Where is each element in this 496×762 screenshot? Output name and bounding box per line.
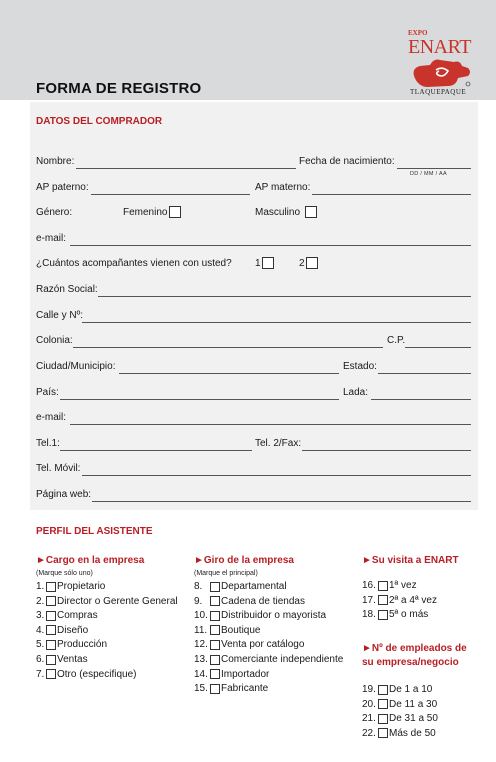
giro-option-label: Boutique <box>221 624 261 636</box>
cargo-option-number: 2. <box>36 595 45 607</box>
giro-option-label: Cadena de tiendas <box>221 595 305 607</box>
empleados-option[interactable] <box>362 728 436 739</box>
empleados-option-label: De 11 a 30 <box>389 698 438 710</box>
giro-option-checkbox[interactable] <box>210 625 220 635</box>
web-label: Página web: <box>36 489 92 500</box>
cargo-option-number: 7. <box>36 668 45 680</box>
empleados-option-checkbox[interactable] <box>378 728 388 738</box>
ciudad-label: Ciudad/Municipio: <box>36 361 116 372</box>
empleados-option-label: Más de 50 <box>389 727 436 739</box>
giro-option-checkbox[interactable] <box>210 582 220 592</box>
email-field[interactable] <box>70 245 471 246</box>
tel1-field[interactable] <box>60 450 252 451</box>
cargo-option[interactable] <box>36 639 107 650</box>
email-2-field[interactable] <box>70 424 471 425</box>
logo-city-text: TLAQUEPAQUE <box>410 88 467 96</box>
giro-option[interactable] <box>194 625 260 636</box>
empleados-option-number: 21. <box>362 713 376 725</box>
colonia-field[interactable] <box>73 347 383 348</box>
visita-option-checkbox[interactable] <box>378 581 388 591</box>
giro-option-label: Distribuidor o mayorista <box>221 610 327 622</box>
giro-option-number: 11. <box>194 624 208 636</box>
cargo-option-label: Director o Gerente General <box>57 595 178 607</box>
acompanantes-option-2-checkbox[interactable] <box>306 257 318 269</box>
fecha-format-hint: DD / MM / AA <box>410 171 447 177</box>
movil-label: Tel. Móvil: <box>36 463 81 474</box>
giro-option[interactable] <box>194 596 305 607</box>
buyer-section-title: DATOS DEL COMPRADOR <box>36 116 163 127</box>
empleados-option-number: 20. <box>362 698 376 710</box>
giro-option-number: 14. <box>194 668 208 680</box>
visita-option-checkbox[interactable] <box>378 610 388 620</box>
acompanantes-option-1-checkbox[interactable] <box>262 257 274 269</box>
giro-note: (Marque el principal) <box>194 570 258 577</box>
empleados-title-line-1: ►Nº de empleados de <box>362 643 467 654</box>
cargo-option[interactable] <box>36 654 88 665</box>
ap-materno-field[interactable] <box>312 194 471 195</box>
genero-label: Género: <box>36 207 73 218</box>
ciudad-field[interactable] <box>119 373 339 374</box>
empleados-option-checkbox[interactable] <box>378 685 388 695</box>
giro-option-checkbox[interactable] <box>210 669 220 679</box>
web-field[interactable] <box>92 501 471 502</box>
estado-label: Estado: <box>343 361 377 372</box>
logo-expo-text: EXPO <box>408 29 428 37</box>
visita-title: ►Su visita a ENART <box>362 555 459 566</box>
profile-section-title: PERFIL DEL ASISTENTE <box>36 526 153 537</box>
empleados-option-checkbox[interactable] <box>378 714 388 724</box>
cargo-option[interactable] <box>36 581 105 592</box>
femenino-checkbox[interactable] <box>169 206 181 218</box>
cargo-option-label: Otro (especifique) <box>57 668 137 680</box>
acompanantes-option-1-label: 1 <box>255 258 261 269</box>
giro-option-number: 13. <box>194 654 208 665</box>
pais-label: País: <box>36 387 59 398</box>
razon-social-field[interactable] <box>98 296 471 297</box>
calle-label: Calle y Nº: <box>36 310 83 321</box>
cargo-option-number: 6. <box>36 654 45 665</box>
cargo-option-number: 5. <box>36 639 45 651</box>
masculino-checkbox[interactable] <box>305 206 317 218</box>
empleados-option-number: 22. <box>362 727 376 739</box>
cp-field[interactable] <box>405 347 471 348</box>
cargo-option-checkbox[interactable] <box>46 596 56 606</box>
cargo-option-number: 4. <box>36 624 45 636</box>
giro-option-checkbox[interactable] <box>210 684 220 694</box>
visita-option[interactable] <box>362 580 417 591</box>
cargo-option-checkbox[interactable] <box>46 669 56 679</box>
giro-option[interactable] <box>194 639 304 650</box>
colonia-label: Colonia: <box>36 335 73 346</box>
visita-option-label: 1ª vez <box>389 580 417 591</box>
acompanantes-label: ¿Cuántos acompañantes vienen con usted? <box>36 258 232 269</box>
ap-paterno-field[interactable] <box>91 194 250 195</box>
ap-materno-label: AP materno: <box>255 182 311 193</box>
nombre-label: Nombre: <box>36 156 75 167</box>
nombre-field[interactable] <box>76 168 296 169</box>
visita-option[interactable] <box>362 609 428 620</box>
pais-field[interactable] <box>60 399 339 400</box>
cargo-option-label: Producción <box>57 639 108 651</box>
empleados-option-label: De 1 a 10 <box>389 684 433 695</box>
cargo-option-checkbox[interactable] <box>46 582 56 592</box>
empleados-option-checkbox[interactable] <box>378 699 388 709</box>
cargo-option-label: Propietario <box>57 581 106 592</box>
lada-field[interactable] <box>371 399 471 400</box>
lada-label: Lada: <box>343 387 369 398</box>
cp-label: C.P. <box>387 335 406 346</box>
empleados-option-label: De 31 a 50 <box>389 713 438 725</box>
giro-option-label: Comerciante independiente <box>221 654 344 665</box>
cargo-note: (Marque sólo uno) <box>36 570 93 577</box>
masculino-label: Masculino <box>255 207 301 218</box>
giro-option-checkbox[interactable] <box>210 596 220 606</box>
visita-option-number: 18. <box>362 609 376 621</box>
page-title: FORMA DE REGISTRO <box>36 80 202 97</box>
cargo-option[interactable] <box>36 625 88 636</box>
tel2-label: Tel. 2/Fax: <box>255 438 302 449</box>
giro-option-label: Importador <box>221 668 270 680</box>
visita-option-checkbox[interactable] <box>378 595 388 605</box>
empleados-option[interactable] <box>362 684 432 695</box>
giro-option-number: 10. <box>194 610 208 622</box>
cargo-option-label: Ventas <box>57 654 88 665</box>
cargo-option[interactable] <box>36 669 136 680</box>
giro-option-checkbox[interactable] <box>210 640 220 650</box>
razon-social-label: Razón Social: <box>36 284 98 295</box>
giro-option-checkbox[interactable] <box>210 611 220 621</box>
cargo-option[interactable] <box>36 596 178 607</box>
email-label: e-mail: <box>36 233 67 244</box>
giro-title: ►Giro de la empresa <box>194 555 294 566</box>
giro-option-label: Venta por catálogo <box>221 639 305 651</box>
giro-option-label: Fabricante <box>221 683 269 695</box>
giro-option-number: 15. <box>194 683 208 695</box>
tel1-label: Tel.1: <box>36 438 60 449</box>
giro-option-label: Departamental <box>221 581 287 592</box>
acompanantes-option-2-label: 2 <box>299 258 305 269</box>
empleados-option-number: 19. <box>362 684 376 695</box>
empleados-title-line-2: su empresa/negocio <box>362 657 459 668</box>
giro-option-number: 8. <box>194 581 203 592</box>
giro-option-number: 12. <box>194 639 208 651</box>
hand-icon <box>410 56 472 90</box>
logo-brand-text: ENART <box>408 36 471 58</box>
ap-paterno-label: AP paterno: <box>36 182 89 193</box>
visita-option-number: 16. <box>362 580 376 591</box>
buyer-panel <box>30 102 478 510</box>
giro-option[interactable] <box>194 654 343 665</box>
tel2-field[interactable] <box>302 450 471 451</box>
cargo-option-label: Compras <box>57 610 98 622</box>
empleados-option[interactable] <box>362 699 437 710</box>
cargo-option-number: 3. <box>36 610 45 622</box>
empleados-option[interactable] <box>362 713 438 724</box>
visita-option-number: 17. <box>362 594 376 606</box>
visita-option-label: 2ª a 4ª vez <box>389 594 437 606</box>
cargo-option-label: Diseño <box>57 624 89 636</box>
fecha-nacimiento-label: Fecha de nacimiento: <box>299 156 395 167</box>
cargo-option-checkbox[interactable] <box>46 655 56 665</box>
giro-option[interactable] <box>194 581 287 592</box>
calle-field[interactable] <box>82 322 471 323</box>
estado-field[interactable] <box>378 373 471 374</box>
femenino-label: Femenino <box>123 207 168 218</box>
cargo-option-checkbox[interactable] <box>46 611 56 621</box>
giro-option-number: 9. <box>194 595 203 607</box>
cargo-option-checkbox[interactable] <box>46 640 56 650</box>
giro-option[interactable] <box>194 610 326 621</box>
fecha-nacimiento-field[interactable] <box>397 168 471 169</box>
email-2-label: e-mail: <box>36 412 67 423</box>
enart-logo <box>404 26 480 96</box>
movil-field[interactable] <box>82 475 471 476</box>
cargo-option[interactable] <box>36 610 98 621</box>
giro-option[interactable] <box>194 669 269 680</box>
giro-option[interactable] <box>194 683 268 694</box>
cargo-title: ►Cargo en la empresa <box>36 555 145 566</box>
visita-option[interactable] <box>362 595 437 606</box>
visita-option-label: 5ª o más <box>389 609 429 621</box>
cargo-option-number: 1. <box>36 581 45 592</box>
giro-option-checkbox[interactable] <box>210 655 220 665</box>
cargo-option-checkbox[interactable] <box>46 625 56 635</box>
